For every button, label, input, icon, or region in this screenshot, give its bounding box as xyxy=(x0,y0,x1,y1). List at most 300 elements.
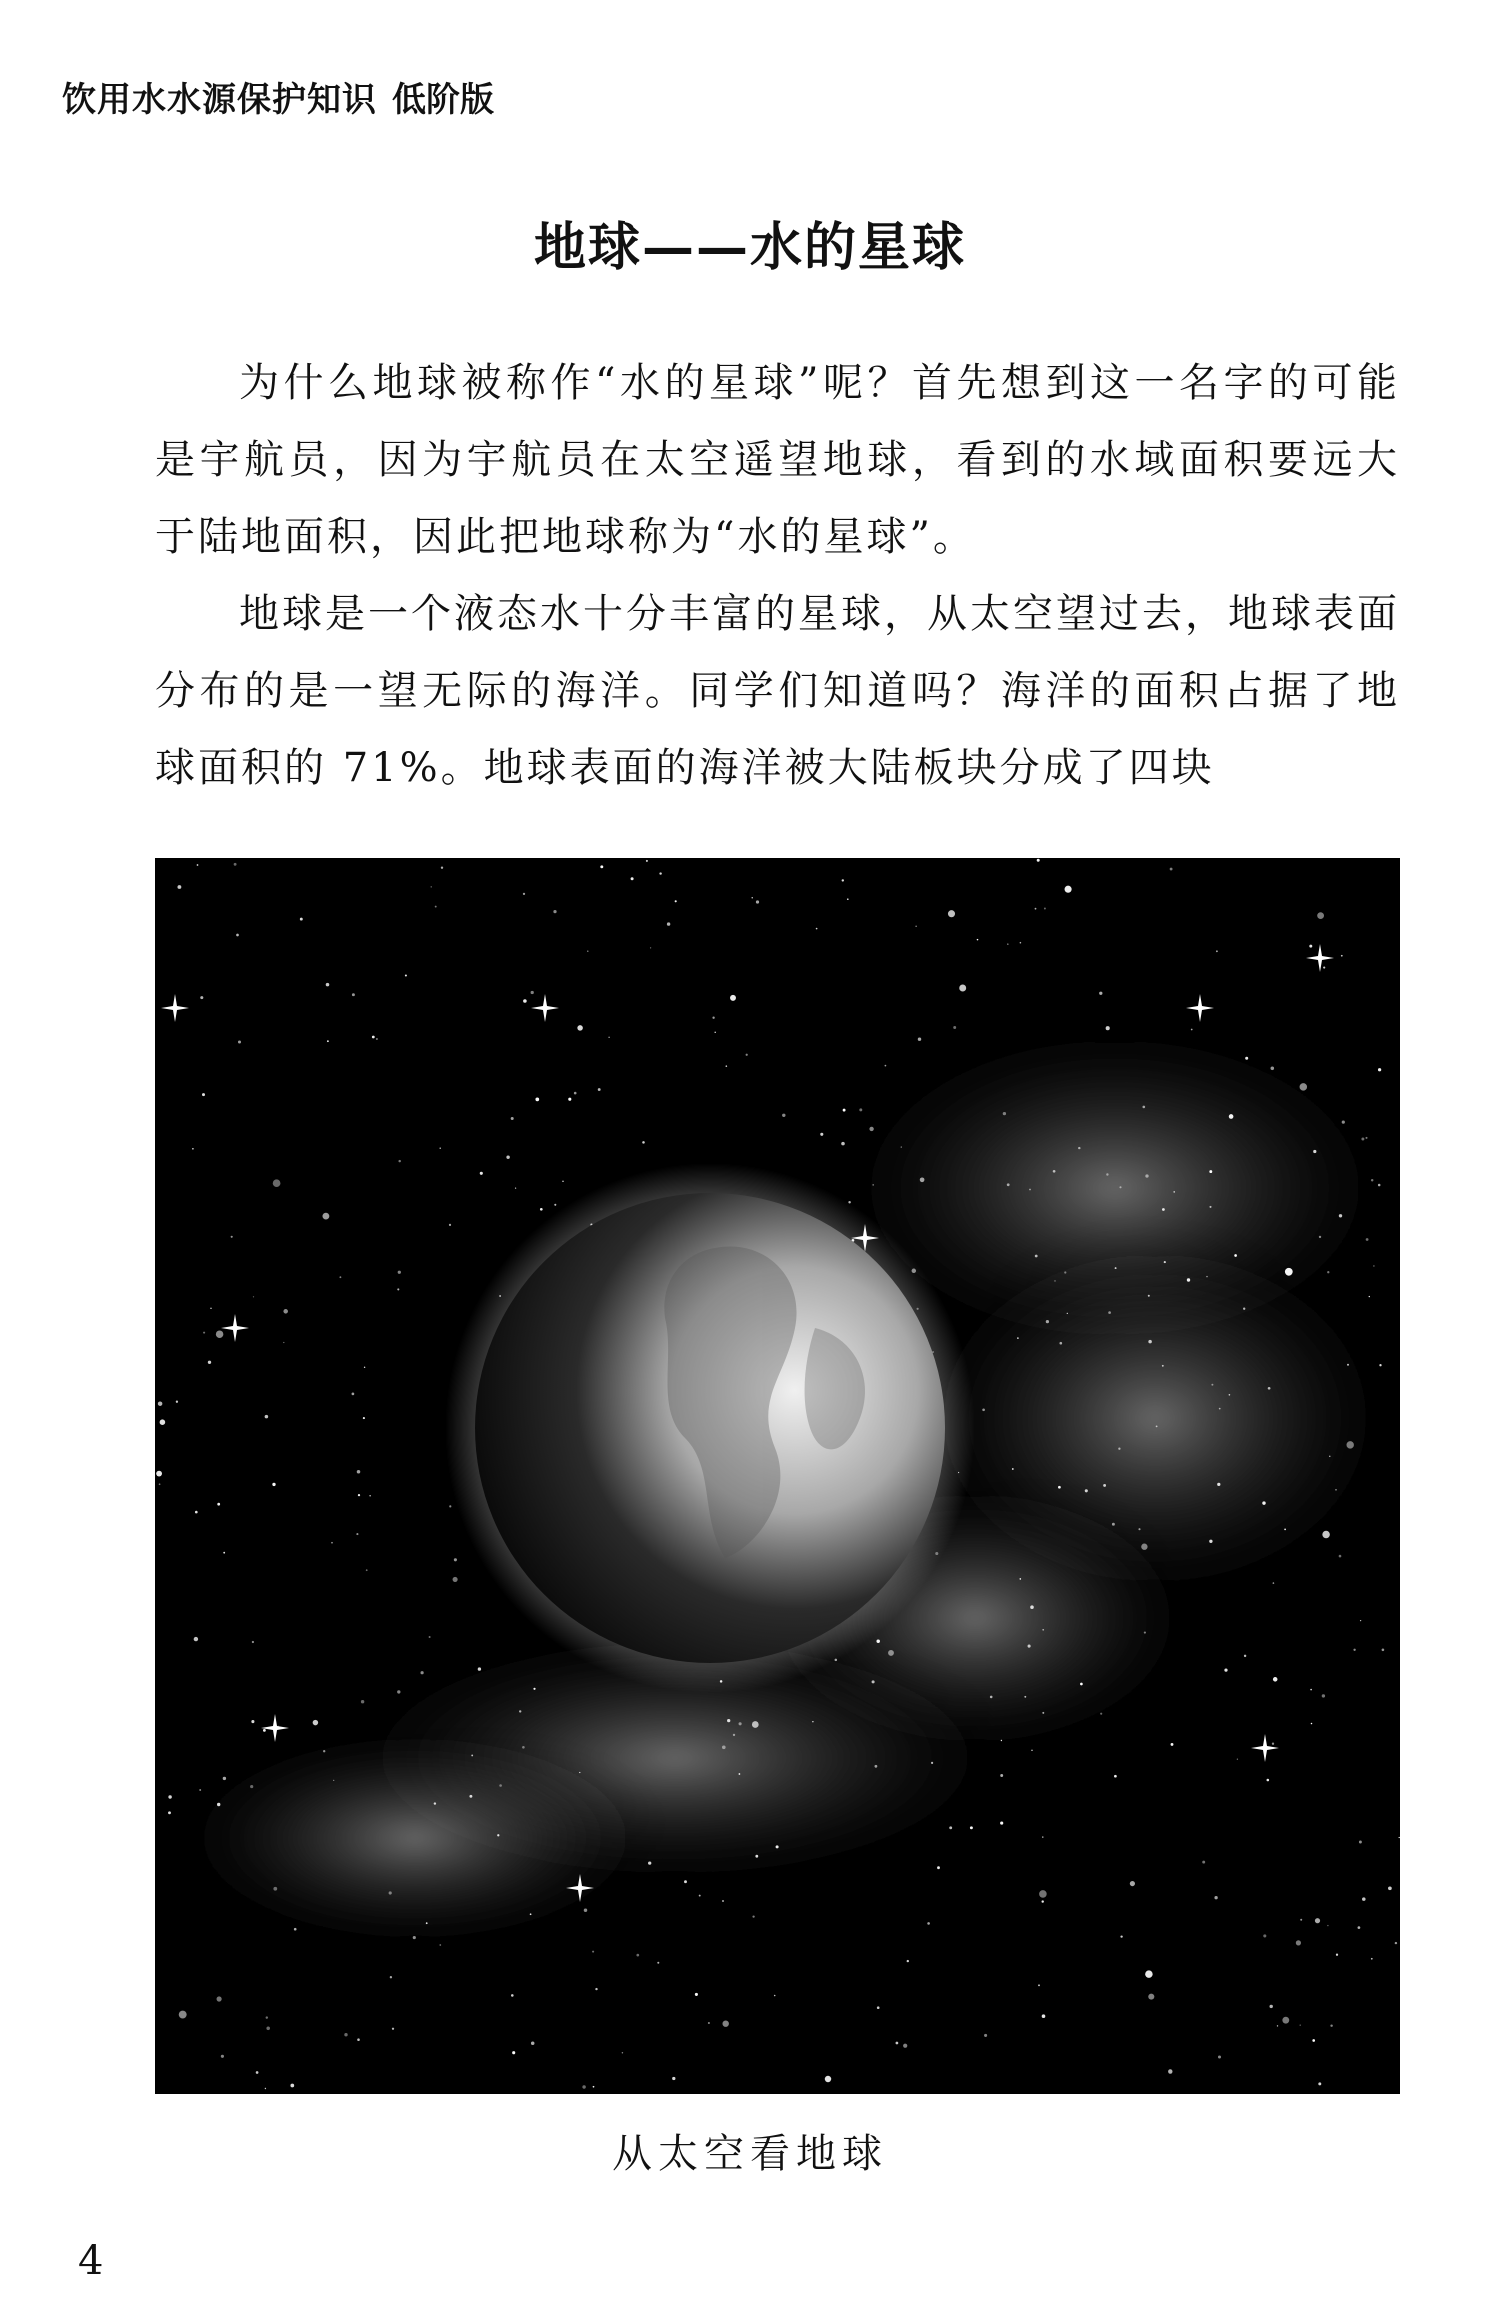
star xyxy=(1020,942,1022,944)
star xyxy=(1342,1121,1345,1124)
star xyxy=(1000,1774,1003,1777)
star xyxy=(1300,1919,1302,1921)
star xyxy=(200,996,203,999)
figure-caption: 从太空看地球 xyxy=(612,2131,888,2177)
star xyxy=(1112,1523,1115,1526)
star xyxy=(439,1944,441,1946)
star xyxy=(896,2042,899,2045)
star xyxy=(918,1037,921,1040)
star xyxy=(1339,1555,1342,1558)
star xyxy=(1369,1296,1370,1297)
star xyxy=(1285,1268,1293,1276)
star xyxy=(434,1802,436,1804)
star xyxy=(1171,1743,1174,1746)
star xyxy=(1058,1486,1061,1489)
star xyxy=(600,865,603,868)
star xyxy=(1272,1743,1274,1745)
star xyxy=(1269,2005,1272,2008)
book-title: 饮用水水源保护知识 xyxy=(62,80,377,120)
star xyxy=(339,1276,341,1278)
star xyxy=(1339,1214,1342,1217)
star xyxy=(722,2020,728,2026)
star xyxy=(1237,1759,1238,1760)
star xyxy=(608,1037,609,1038)
star xyxy=(1282,2017,1289,2024)
star xyxy=(1103,1484,1106,1487)
star xyxy=(1031,1750,1032,1751)
star xyxy=(776,1845,779,1848)
star xyxy=(593,2086,595,2088)
star xyxy=(1217,1483,1220,1486)
star xyxy=(454,1558,457,1561)
star xyxy=(283,1309,288,1314)
star xyxy=(397,1288,399,1290)
star xyxy=(511,1117,514,1120)
star xyxy=(197,864,199,866)
star xyxy=(530,1913,532,1915)
star xyxy=(217,1503,220,1506)
star xyxy=(1284,1529,1286,1531)
star xyxy=(847,898,849,900)
star xyxy=(1042,2014,1046,2018)
star xyxy=(1330,2024,1332,2026)
star xyxy=(1322,1531,1330,1539)
star xyxy=(421,1671,424,1674)
star xyxy=(1030,1605,1034,1609)
star xyxy=(722,1900,724,1902)
star xyxy=(1000,1822,1003,1825)
star xyxy=(907,1960,909,1962)
star xyxy=(1219,1408,1221,1410)
star xyxy=(1263,1934,1266,1937)
star xyxy=(820,1133,823,1136)
star xyxy=(812,1721,813,1722)
star xyxy=(1346,1441,1353,1448)
star xyxy=(931,1762,933,1764)
earth-from-space-image xyxy=(155,858,1400,2094)
star xyxy=(322,1213,329,1220)
star xyxy=(531,991,534,994)
star xyxy=(1059,1342,1062,1345)
star xyxy=(1313,1150,1316,1153)
star xyxy=(192,1148,194,1150)
star xyxy=(1173,1191,1175,1193)
star xyxy=(953,1026,956,1029)
star xyxy=(1120,1935,1122,1937)
star xyxy=(352,1393,355,1396)
star xyxy=(478,1667,481,1670)
star xyxy=(429,1636,431,1638)
star xyxy=(253,1296,254,1297)
star xyxy=(223,1777,226,1780)
star xyxy=(1044,908,1046,910)
star xyxy=(1358,1926,1361,1929)
star xyxy=(363,1417,365,1419)
star xyxy=(176,1401,178,1403)
star xyxy=(1115,1267,1117,1269)
star xyxy=(642,1141,645,1144)
star xyxy=(1078,1147,1080,1149)
star xyxy=(739,1722,742,1725)
star xyxy=(357,2038,360,2041)
star xyxy=(1148,1994,1154,2000)
star xyxy=(927,1922,930,1925)
star xyxy=(756,900,759,903)
star xyxy=(1388,1886,1392,1890)
star xyxy=(869,1127,873,1131)
star xyxy=(554,1204,556,1206)
star xyxy=(1162,1208,1165,1211)
star xyxy=(714,1032,715,1033)
star xyxy=(199,1789,201,1791)
star xyxy=(1378,1068,1381,1071)
star xyxy=(842,879,844,881)
star xyxy=(825,2076,831,2082)
star xyxy=(746,1054,748,1056)
star xyxy=(1142,1106,1145,1109)
star xyxy=(1209,1170,1212,1173)
star xyxy=(392,2028,394,2030)
star xyxy=(499,1784,502,1787)
star xyxy=(1202,1861,1205,1864)
star xyxy=(553,910,556,913)
star xyxy=(522,1746,525,1749)
star xyxy=(843,1109,846,1112)
star xyxy=(730,995,736,1001)
star xyxy=(901,1146,902,1147)
star xyxy=(238,1040,241,1043)
star xyxy=(1007,1183,1010,1186)
star xyxy=(1268,1387,1271,1390)
paragraph: 为什么地球被称作“水的星球”呢？首先想到这一名字的可能是宇航员，因为宇航员在太空遥望地球，看到的水域面积要远大于陆地面积，因此把地球称为“水的星球”。 xyxy=(155,360,1400,560)
star xyxy=(273,1179,281,1187)
star xyxy=(217,1996,222,2001)
star xyxy=(1164,1261,1166,1263)
star xyxy=(1365,1137,1367,1139)
star xyxy=(223,1552,225,1554)
star xyxy=(294,1928,297,1931)
star xyxy=(1130,1881,1135,1886)
edition-label: 低阶版 xyxy=(392,80,494,120)
star xyxy=(523,893,525,895)
star xyxy=(876,1639,879,1642)
star xyxy=(1100,1713,1102,1715)
star xyxy=(1361,1138,1364,1141)
star xyxy=(1209,1540,1212,1543)
star xyxy=(194,1637,198,1641)
star xyxy=(1085,1489,1088,1492)
star xyxy=(708,2022,710,2024)
star xyxy=(755,1855,758,1858)
star xyxy=(631,877,634,880)
star xyxy=(471,1754,473,1756)
star xyxy=(1395,1942,1397,1944)
star xyxy=(265,2088,266,2089)
star xyxy=(366,1569,368,1571)
star xyxy=(1327,1925,1328,1926)
star xyxy=(1067,1313,1068,1314)
star xyxy=(358,1494,360,1496)
star xyxy=(1145,1174,1148,1177)
star xyxy=(1211,1384,1213,1386)
star xyxy=(1007,943,1009,945)
star xyxy=(202,1093,205,1096)
star xyxy=(540,1208,543,1211)
star xyxy=(727,1719,730,1722)
star xyxy=(888,1650,894,1656)
star xyxy=(1042,1712,1044,1714)
star xyxy=(859,1108,862,1111)
star xyxy=(1019,1578,1021,1580)
star xyxy=(179,2011,187,2019)
star xyxy=(1191,1029,1193,1031)
star xyxy=(158,1401,163,1406)
star xyxy=(1360,1620,1361,1621)
star xyxy=(1114,1775,1117,1778)
star xyxy=(1234,1254,1237,1257)
star xyxy=(733,1734,735,1736)
star xyxy=(300,918,303,921)
star xyxy=(970,1826,973,1829)
star xyxy=(1277,2025,1278,2026)
star xyxy=(920,1177,925,1182)
star xyxy=(1267,1779,1270,1782)
star xyxy=(885,1065,887,1067)
star xyxy=(1262,1501,1265,1504)
star xyxy=(210,1308,211,1309)
star xyxy=(256,2071,259,2074)
star xyxy=(1029,1189,1031,1191)
star xyxy=(389,1891,392,1894)
star xyxy=(251,1720,254,1723)
star xyxy=(449,1505,451,1507)
star xyxy=(1300,1083,1308,1091)
star xyxy=(875,1765,878,1768)
star xyxy=(449,1224,451,1226)
star xyxy=(364,1367,365,1368)
star xyxy=(266,2016,268,2018)
star xyxy=(1054,1280,1056,1282)
star xyxy=(1224,1669,1227,1672)
star xyxy=(659,872,661,874)
star xyxy=(263,1729,266,1732)
star xyxy=(872,1680,875,1683)
star xyxy=(1271,1067,1275,1071)
star xyxy=(290,2084,294,2088)
star xyxy=(265,1415,269,1419)
star xyxy=(1329,1456,1330,1457)
star xyxy=(959,985,966,992)
star xyxy=(1311,1723,1313,1725)
star xyxy=(1024,1696,1026,1698)
star xyxy=(1012,1468,1014,1470)
star xyxy=(1141,1544,1147,1550)
star xyxy=(203,1332,205,1334)
star xyxy=(1336,1954,1338,1956)
star xyxy=(1042,1836,1043,1837)
star xyxy=(1341,955,1343,957)
star xyxy=(168,1811,171,1814)
star xyxy=(587,951,588,952)
star xyxy=(1310,1689,1312,1691)
star xyxy=(497,1834,499,1836)
star xyxy=(752,1721,759,1728)
star xyxy=(984,2034,987,2037)
star xyxy=(177,885,181,889)
star xyxy=(1119,1186,1121,1188)
star xyxy=(1162,1365,1164,1367)
star xyxy=(1001,1740,1002,1741)
star xyxy=(1273,1677,1278,1682)
star xyxy=(195,1511,198,1514)
star xyxy=(1046,1320,1049,1323)
star xyxy=(577,1025,583,1031)
star xyxy=(816,928,818,930)
star xyxy=(250,1785,253,1788)
star xyxy=(1309,945,1312,948)
star xyxy=(357,1470,361,1474)
star xyxy=(667,922,670,925)
star xyxy=(331,1542,333,1544)
star xyxy=(1017,1337,1019,1339)
star xyxy=(1371,1958,1373,1960)
star xyxy=(216,1330,224,1338)
star xyxy=(1168,2069,1172,2073)
star xyxy=(159,1483,161,1485)
star xyxy=(1206,1276,1207,1277)
star xyxy=(1243,1308,1245,1310)
star xyxy=(1108,1311,1111,1314)
star xyxy=(636,1954,639,1957)
star xyxy=(675,900,677,902)
star xyxy=(413,1936,416,1939)
star xyxy=(722,1745,726,1749)
star xyxy=(774,1995,776,1997)
star xyxy=(1335,1489,1337,1491)
star xyxy=(1327,1271,1329,1273)
star xyxy=(1300,2024,1301,2025)
star xyxy=(1138,1528,1140,1530)
star xyxy=(1187,1278,1190,1281)
star xyxy=(535,1098,539,1102)
star xyxy=(1053,1170,1056,1173)
star xyxy=(1378,1184,1381,1187)
star xyxy=(1214,1896,1217,1899)
star xyxy=(519,1710,521,1712)
star xyxy=(506,1155,509,1158)
star xyxy=(752,1915,754,1917)
star xyxy=(515,1187,516,1188)
star xyxy=(1315,1918,1320,1923)
star xyxy=(1145,1970,1153,1978)
star xyxy=(982,1408,985,1411)
star xyxy=(877,2006,880,2009)
star xyxy=(469,1795,472,1798)
star xyxy=(726,1065,728,1067)
star xyxy=(266,2027,270,2031)
star xyxy=(582,2085,585,2088)
star xyxy=(782,1114,785,1117)
star xyxy=(1028,1645,1031,1648)
star xyxy=(531,2041,535,2045)
star xyxy=(1080,1683,1083,1686)
star xyxy=(441,867,443,869)
star xyxy=(1037,859,1040,862)
star xyxy=(323,1750,325,1752)
star xyxy=(1035,908,1037,910)
star xyxy=(937,1866,940,1869)
star xyxy=(1209,1206,1211,1208)
star xyxy=(372,1036,375,1039)
star xyxy=(272,1483,275,1486)
star xyxy=(426,1922,428,1924)
star xyxy=(1312,2039,1315,2042)
star xyxy=(841,1142,845,1146)
star xyxy=(1099,992,1102,995)
star xyxy=(1003,1112,1006,1115)
star xyxy=(168,1795,171,1798)
star xyxy=(1323,967,1325,969)
star xyxy=(1362,1897,1366,1901)
star xyxy=(648,1861,651,1864)
page-number: 4 xyxy=(78,2238,104,2284)
star xyxy=(1042,1900,1044,1902)
star xyxy=(398,1160,400,1162)
star xyxy=(622,2052,623,2053)
star xyxy=(1148,1340,1152,1344)
star xyxy=(221,2055,224,2058)
star xyxy=(405,974,407,976)
star xyxy=(977,939,979,941)
star xyxy=(1118,1448,1120,1450)
star xyxy=(511,1994,514,1997)
star xyxy=(1347,1364,1349,1366)
star xyxy=(1106,1026,1110,1030)
star xyxy=(390,1976,392,1978)
star xyxy=(1319,1236,1321,1238)
star xyxy=(523,999,527,1003)
star xyxy=(1399,1837,1400,1838)
star xyxy=(752,897,753,898)
star xyxy=(236,934,239,937)
star xyxy=(646,860,648,862)
star xyxy=(903,2044,907,2048)
star xyxy=(916,926,917,927)
star xyxy=(1229,1394,1231,1396)
star xyxy=(1216,950,1218,952)
article-body xyxy=(155,345,1400,807)
page-title: 地球——水的星球 xyxy=(533,217,966,278)
star xyxy=(252,1641,254,1643)
star xyxy=(231,1236,233,1238)
star xyxy=(595,1988,597,1990)
star xyxy=(453,1577,458,1582)
star xyxy=(592,1951,594,1953)
star xyxy=(533,1688,535,1690)
star xyxy=(156,1471,162,1477)
star xyxy=(650,947,651,948)
star xyxy=(1373,1265,1374,1266)
star xyxy=(160,1419,166,1425)
star xyxy=(1042,1629,1044,1631)
star xyxy=(1296,1940,1301,1945)
star xyxy=(1273,1582,1275,1584)
star xyxy=(739,1773,741,1775)
star xyxy=(234,863,237,866)
star xyxy=(283,1342,284,1343)
star xyxy=(712,1017,714,1019)
star xyxy=(217,1803,220,1806)
